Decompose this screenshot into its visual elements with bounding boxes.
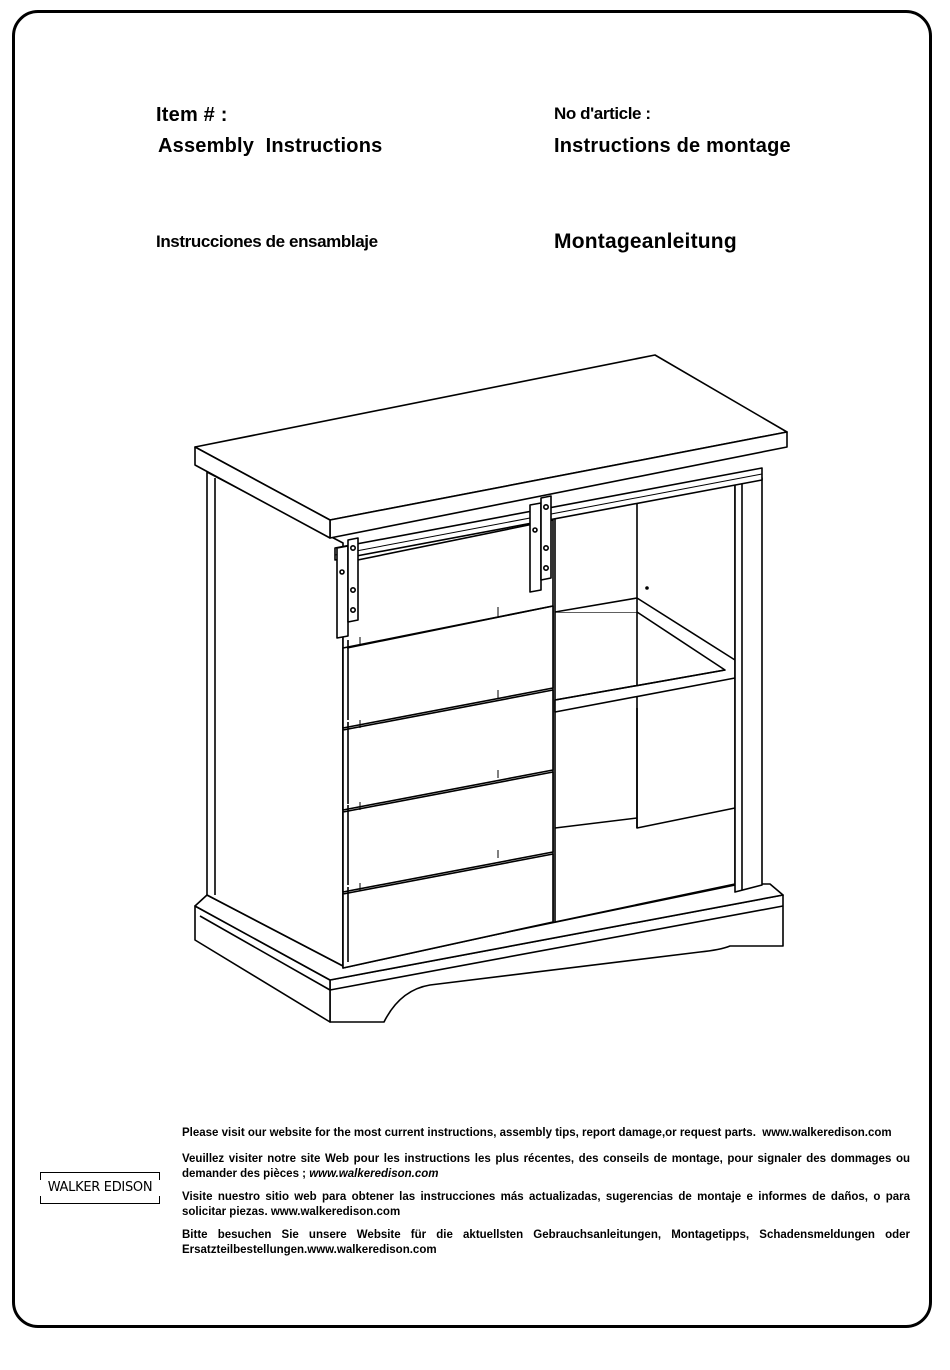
footer-text-es: Visite nuestro sitio web para obtener las instrucciones más actualizadas, sugerencias de montaje e informes de daños, o para solicitar piezas. (182, 1191, 910, 1218)
cabinet-illustration (185, 345, 795, 1035)
walker-edison-logo (40, 1172, 160, 1204)
footer-url-es[interactable]: www.walkeredison.com (270, 1206, 401, 1218)
footer-url-en[interactable]: www.walkeredison.com (762, 1127, 892, 1139)
footer-text-fr: Veuillez visiter notre site Web pour les instructions les plus récentes, des conseils de montage, pour signaler des dommages ou demander des pièces ; (182, 1153, 910, 1180)
logo-text: WALKER EDISON (47, 1180, 153, 1195)
footer-paragraph-fr (182, 1152, 910, 1182)
footer-paragraph-es (182, 1190, 910, 1220)
footer-paragraph-de (182, 1228, 910, 1258)
logo-top-bracket (40, 1172, 160, 1180)
item-number-label-fr: No d'article : (554, 104, 651, 123)
door-hanger-right (530, 496, 551, 592)
footer-text (182, 1126, 910, 1266)
logo-bottom-bracket (40, 1196, 160, 1204)
footer-url-de[interactable]: www.walkeredison.com (307, 1244, 437, 1256)
assembly-instructions-en: Assembly Instructions (158, 135, 383, 157)
footer-text-en: Please visit our website for the most current instructions, assembly tips, report damage,or request parts. (182, 1127, 756, 1139)
footer-text-de: Bitte besuchen Sie unsere Website für die aktuellsten Gebrauchsanleitungen, Montagetipps, Schadensmeldungen oder Ersatzteilbestellungen. (182, 1229, 910, 1256)
footer-url-fr[interactable]: www.walkeredison.com (309, 1168, 439, 1180)
left-side-panel (207, 472, 343, 966)
item-number-label-en: Item # : (156, 104, 228, 126)
footer-paragraph-en (182, 1126, 910, 1141)
assembly-instructions-fr: Instructions de montage (554, 135, 791, 157)
barn-door (343, 520, 553, 968)
assembly-instructions-de: Montageanleitung (554, 230, 737, 253)
assembly-instructions-es: Instrucciones de ensamblaje (156, 232, 378, 251)
right-stile (735, 478, 762, 892)
